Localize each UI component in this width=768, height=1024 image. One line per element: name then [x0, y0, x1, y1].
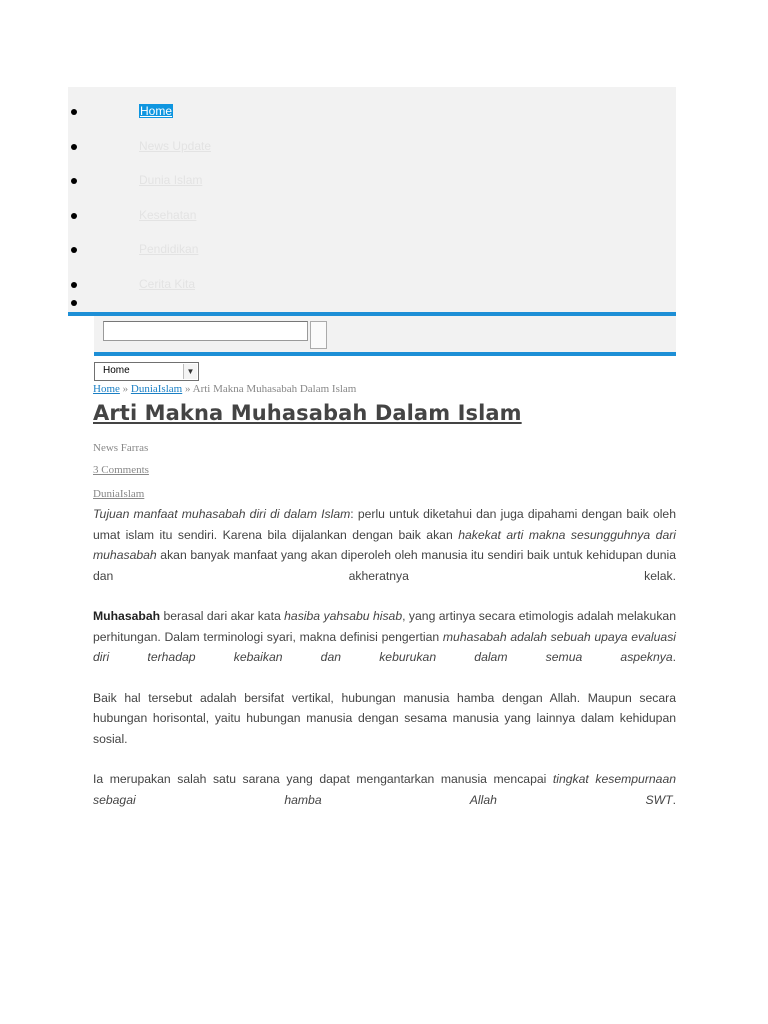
article-text: . — [672, 792, 676, 807]
search-divider-bar — [94, 352, 676, 356]
page-title[interactable]: Arti Makna Muhasabah Dalam Islam — [93, 401, 522, 425]
nav-item-kesehatan[interactable] — [0, 206, 676, 226]
bullet-icon — [71, 144, 77, 150]
nav-link-cerita-kita[interactable]: Cerita Kita — [139, 277, 196, 291]
nav-link-news-update[interactable]: News Update — [139, 139, 212, 153]
breadcrumb-category-link[interactable]: DuniaIslam — [130, 383, 183, 395]
article-emphasis: muhasabah adalah sebuah upaya evaluasi diri terhadap kebaikan dan keburukan dalam semua aspeknya — [93, 629, 676, 664]
article-paragraph: Baik hal tersebut adalah bersifat vertikal, hubungan manusia hamba dengan Allah. Maupun secara hubungan horisontal, yaitu hubungan manusia dengan sesama manusia yang lainnya dalam kehidupan sosial. — [93, 690, 676, 746]
page-select[interactable] — [94, 362, 199, 381]
bullet-icon — [71, 109, 77, 115]
nav-link-home[interactable]: Home — [140, 104, 173, 118]
nav-item-dunia-islam[interactable] — [0, 171, 676, 191]
article-strong: Muhasabah — [93, 609, 161, 623]
bullet-icon — [71, 282, 77, 288]
nav-link-kesehatan[interactable]: Kesehatan — [139, 208, 197, 222]
page-select-value: Home — [103, 365, 130, 376]
search-input[interactable] — [103, 321, 308, 341]
nav-link-dunia-islam[interactable]: Dunia Islam — [139, 173, 203, 187]
bullet-icon — [71, 213, 77, 219]
article-text: akan banyak manfaat yang akan diperoleh oleh manusia itu sendiri baik untuk kehidupan dunia dan akheratnya kelak. — [93, 548, 676, 583]
nav-link-pendidikan[interactable]: Pendidikan — [139, 242, 199, 256]
nav-item-cerita-kita[interactable] — [0, 275, 676, 295]
breadcrumb-separator: » — [119, 383, 131, 395]
bullet-icon — [71, 300, 77, 306]
article-emphasis: tingkat kesempurnaan sebagai hamba Allah SWT — [93, 772, 676, 807]
article-text: . — [672, 650, 676, 664]
article-text: : perlu untuk diketahui dan juga dipahami dengan baik oleh umat islam itu sendiri. Karena bila dijalankan dengan baik akan — [93, 507, 676, 542]
breadcrumb-current: Arti Makna Muhasabah Dalam Islam — [192, 383, 357, 395]
article-paragraph — [93, 504, 676, 586]
post-category-link[interactable]: DuniaIslam — [93, 488, 145, 500]
breadcrumb-home-link[interactable]: Home — [93, 383, 120, 395]
article-text: , yang artinya secara etimologis adalah melakukan perhitungan. Dalam terminologi syari, makna definisi pengertian — [93, 609, 676, 644]
nav-item-news-update[interactable] — [0, 137, 676, 157]
nav-item-empty — [0, 293, 676, 313]
breadcrumb-separator: » — [182, 383, 193, 395]
post-author: News Farras — [93, 442, 149, 454]
article-body — [93, 504, 676, 830]
bullet-icon — [71, 178, 77, 184]
article-paragraph — [93, 769, 676, 810]
bullet-icon — [71, 247, 77, 253]
article-text: berasal dari akar kata — [160, 609, 285, 623]
article-emphasis: Tujuan manfaat muhasabah diri di dalam Islam — [93, 507, 351, 521]
nav-item-home[interactable] — [0, 102, 676, 122]
article-text: Ia merupakan salah satu sarana yang dapat mengantarkan manusia mencapai — [93, 772, 553, 786]
chevron-down-icon[interactable]: ▼ — [183, 364, 197, 379]
breadcrumb — [93, 383, 356, 395]
nav-item-pendidikan[interactable] — [0, 240, 676, 260]
search-button[interactable] — [310, 321, 327, 349]
article-paragraph — [93, 606, 676, 668]
article-emphasis: hakekat arti makna sesungguhnya dari muhasabah — [93, 527, 676, 562]
post-comments-link[interactable]: 3 Comments — [93, 464, 149, 476]
article-emphasis: hasiba yahsabu hisab — [284, 609, 403, 623]
